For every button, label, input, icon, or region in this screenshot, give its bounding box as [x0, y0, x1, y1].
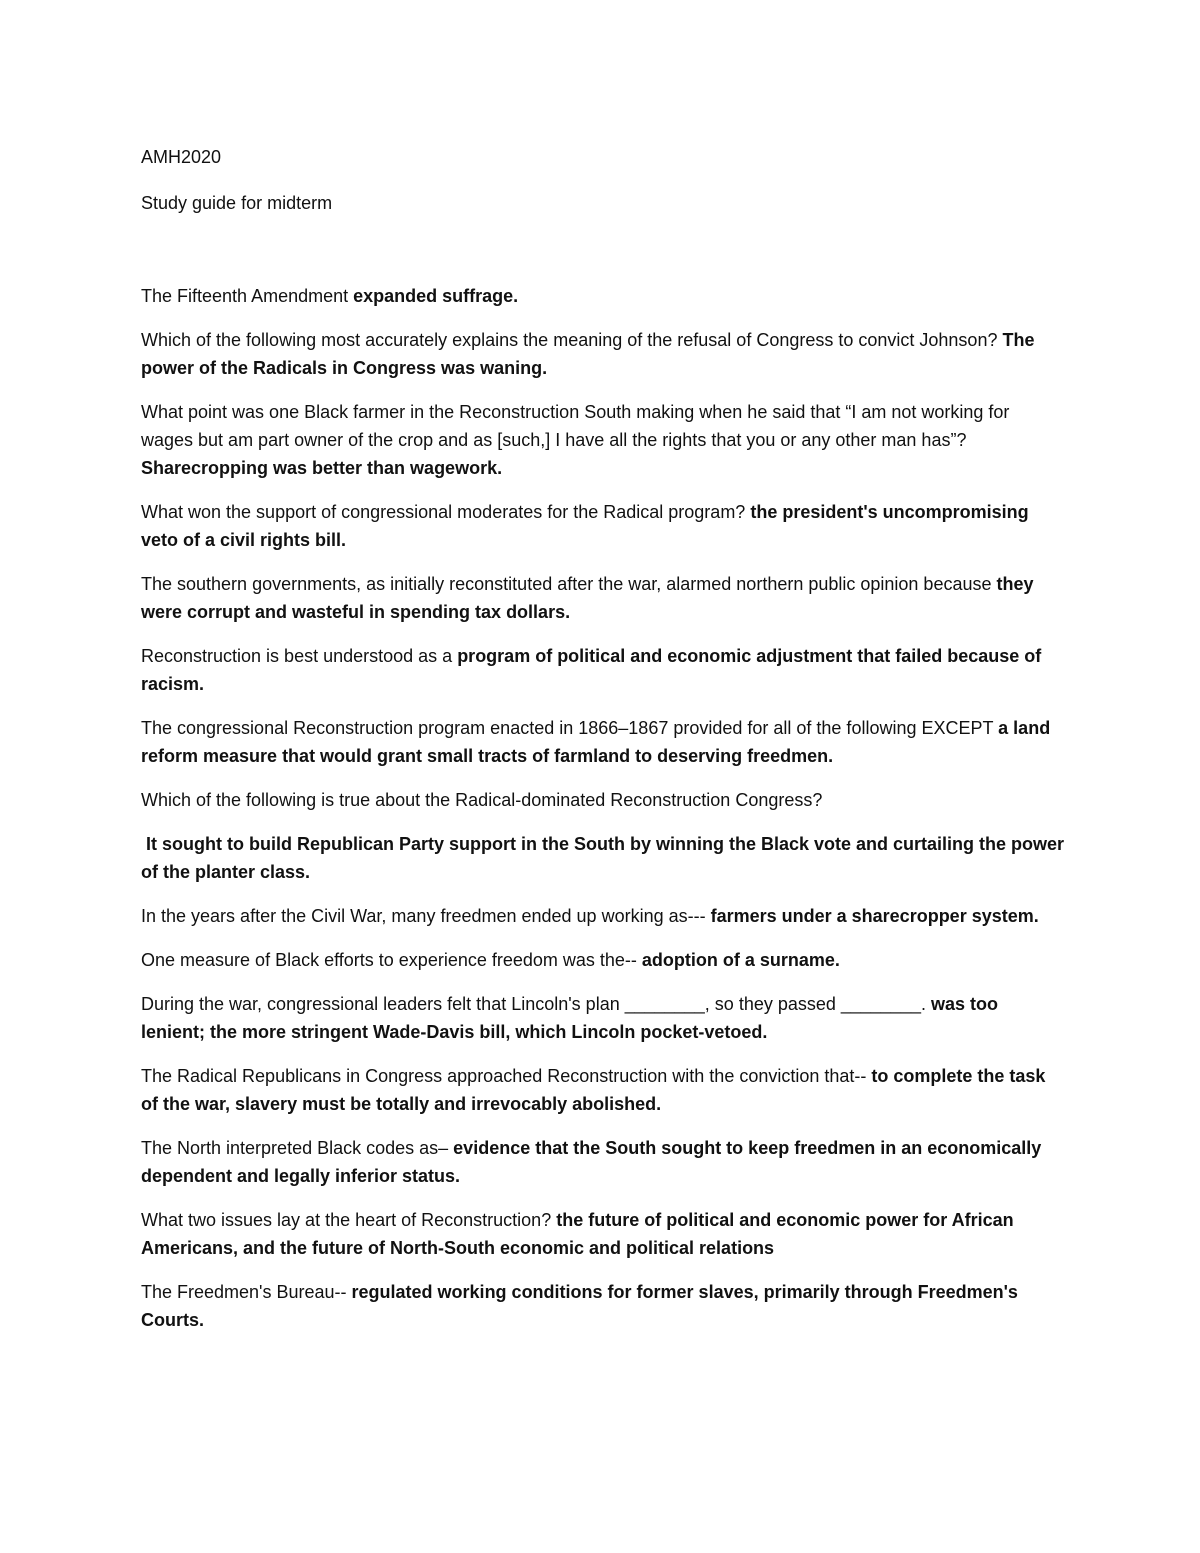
study-item	[141, 570, 1066, 626]
study-item	[141, 326, 1066, 382]
answer-text: It sought to build Republican Party support in the South by winning the Black vote and curtailing the power of the planter class.	[141, 834, 1065, 882]
question-text: One measure of Black efforts to experience freedom was the--	[141, 950, 642, 970]
answer-text: The power of the Radicals in Congress was waning.	[141, 330, 1035, 378]
question-text: Which of the following is true about the Radical-dominated Reconstruction Congress?	[141, 790, 823, 810]
study-item	[141, 902, 1066, 930]
study-item	[141, 1206, 1066, 1262]
answer-text: the future of political and economic power for African Americans, and the future of North-South economic and political relations	[141, 1210, 1014, 1258]
document-body	[141, 143, 1066, 1350]
study-item	[141, 1062, 1066, 1118]
answer-text: expanded suffrage.	[353, 286, 519, 306]
study-item	[141, 642, 1066, 698]
question-text: What won the support of congressional moderates for the Radical program?	[141, 502, 751, 522]
question-text: The Freedmen's Bureau--	[141, 1282, 352, 1302]
answer-text: they were corrupt and wasteful in spending tax dollars.	[141, 574, 1034, 622]
question-text: The North interpreted Black codes as–	[141, 1138, 454, 1158]
question-text: What two issues lay at the heart of Reconstruction?	[141, 1210, 557, 1230]
answer-text: adoption of a surname.	[641, 950, 840, 970]
study-item	[141, 1134, 1066, 1190]
document-subtitle: Study guide for midterm	[141, 193, 333, 213]
study-item	[141, 282, 1066, 310]
question-text: The Fifteenth Amendment	[141, 286, 354, 306]
answer-text: evidence that the South sought to keep freedmen in an economically dependent and legally inferior status.	[141, 1138, 1042, 1186]
study-item	[141, 830, 1066, 886]
question-text: Reconstruction is best understood as a	[141, 646, 458, 666]
answer-text: was too lenient; the more stringent Wade-Davis bill, which Lincoln pocket-vetoed.	[141, 994, 998, 1042]
question-text: Which of the following most accurately explains the meaning of the refusal of Congress to convict Johnson?	[141, 330, 1003, 350]
study-item	[141, 946, 1066, 974]
study-item	[141, 786, 1066, 814]
answer-text: the president's uncompromising veto of a civil rights bill.	[141, 502, 1029, 550]
course-code: AMH2020	[141, 147, 222, 167]
question-text: What point was one Black farmer in the Reconstruction South making when he said that “I am not working for wages but am part owner of the crop and as [such,] I have all the rights that you or any other man has”?	[141, 402, 1010, 450]
question-text: The congressional Reconstruction program enacted in 1866–1867 provided for all of the following EXCEPT	[141, 718, 999, 738]
question-text: The southern governments, as initially reconstituted after the war, alarmed northern public opinion because	[141, 574, 997, 594]
answer-text: program of political and economic adjustment that failed because of racism.	[141, 646, 1042, 694]
study-item	[141, 990, 1066, 1046]
question-text: The Radical Republicans in Congress approached Reconstruction with the conviction that--	[141, 1066, 872, 1086]
study-item	[141, 398, 1066, 482]
answer-text: Sharecropping was better than wagework.	[141, 458, 503, 478]
study-item	[141, 498, 1066, 554]
study-item	[141, 714, 1066, 770]
question-text: In the years after the Civil War, many freedmen ended up working as---	[141, 906, 711, 926]
answer-text: farmers under a sharecropper system.	[710, 906, 1039, 926]
study-item	[141, 1278, 1066, 1334]
answer-text: a land reform measure that would grant small tracts of farmland to deserving freedmen.	[141, 718, 1051, 766]
answer-text: to complete the task of the war, slavery must be totally and irrevocably abolished.	[141, 1066, 1046, 1114]
question-text: During the war, congressional leaders felt that Lincoln's plan ________, so they passed ________.	[141, 994, 931, 1014]
answer-text: regulated working conditions for former slaves, primarily through Freedmen's Courts.	[141, 1282, 1018, 1330]
